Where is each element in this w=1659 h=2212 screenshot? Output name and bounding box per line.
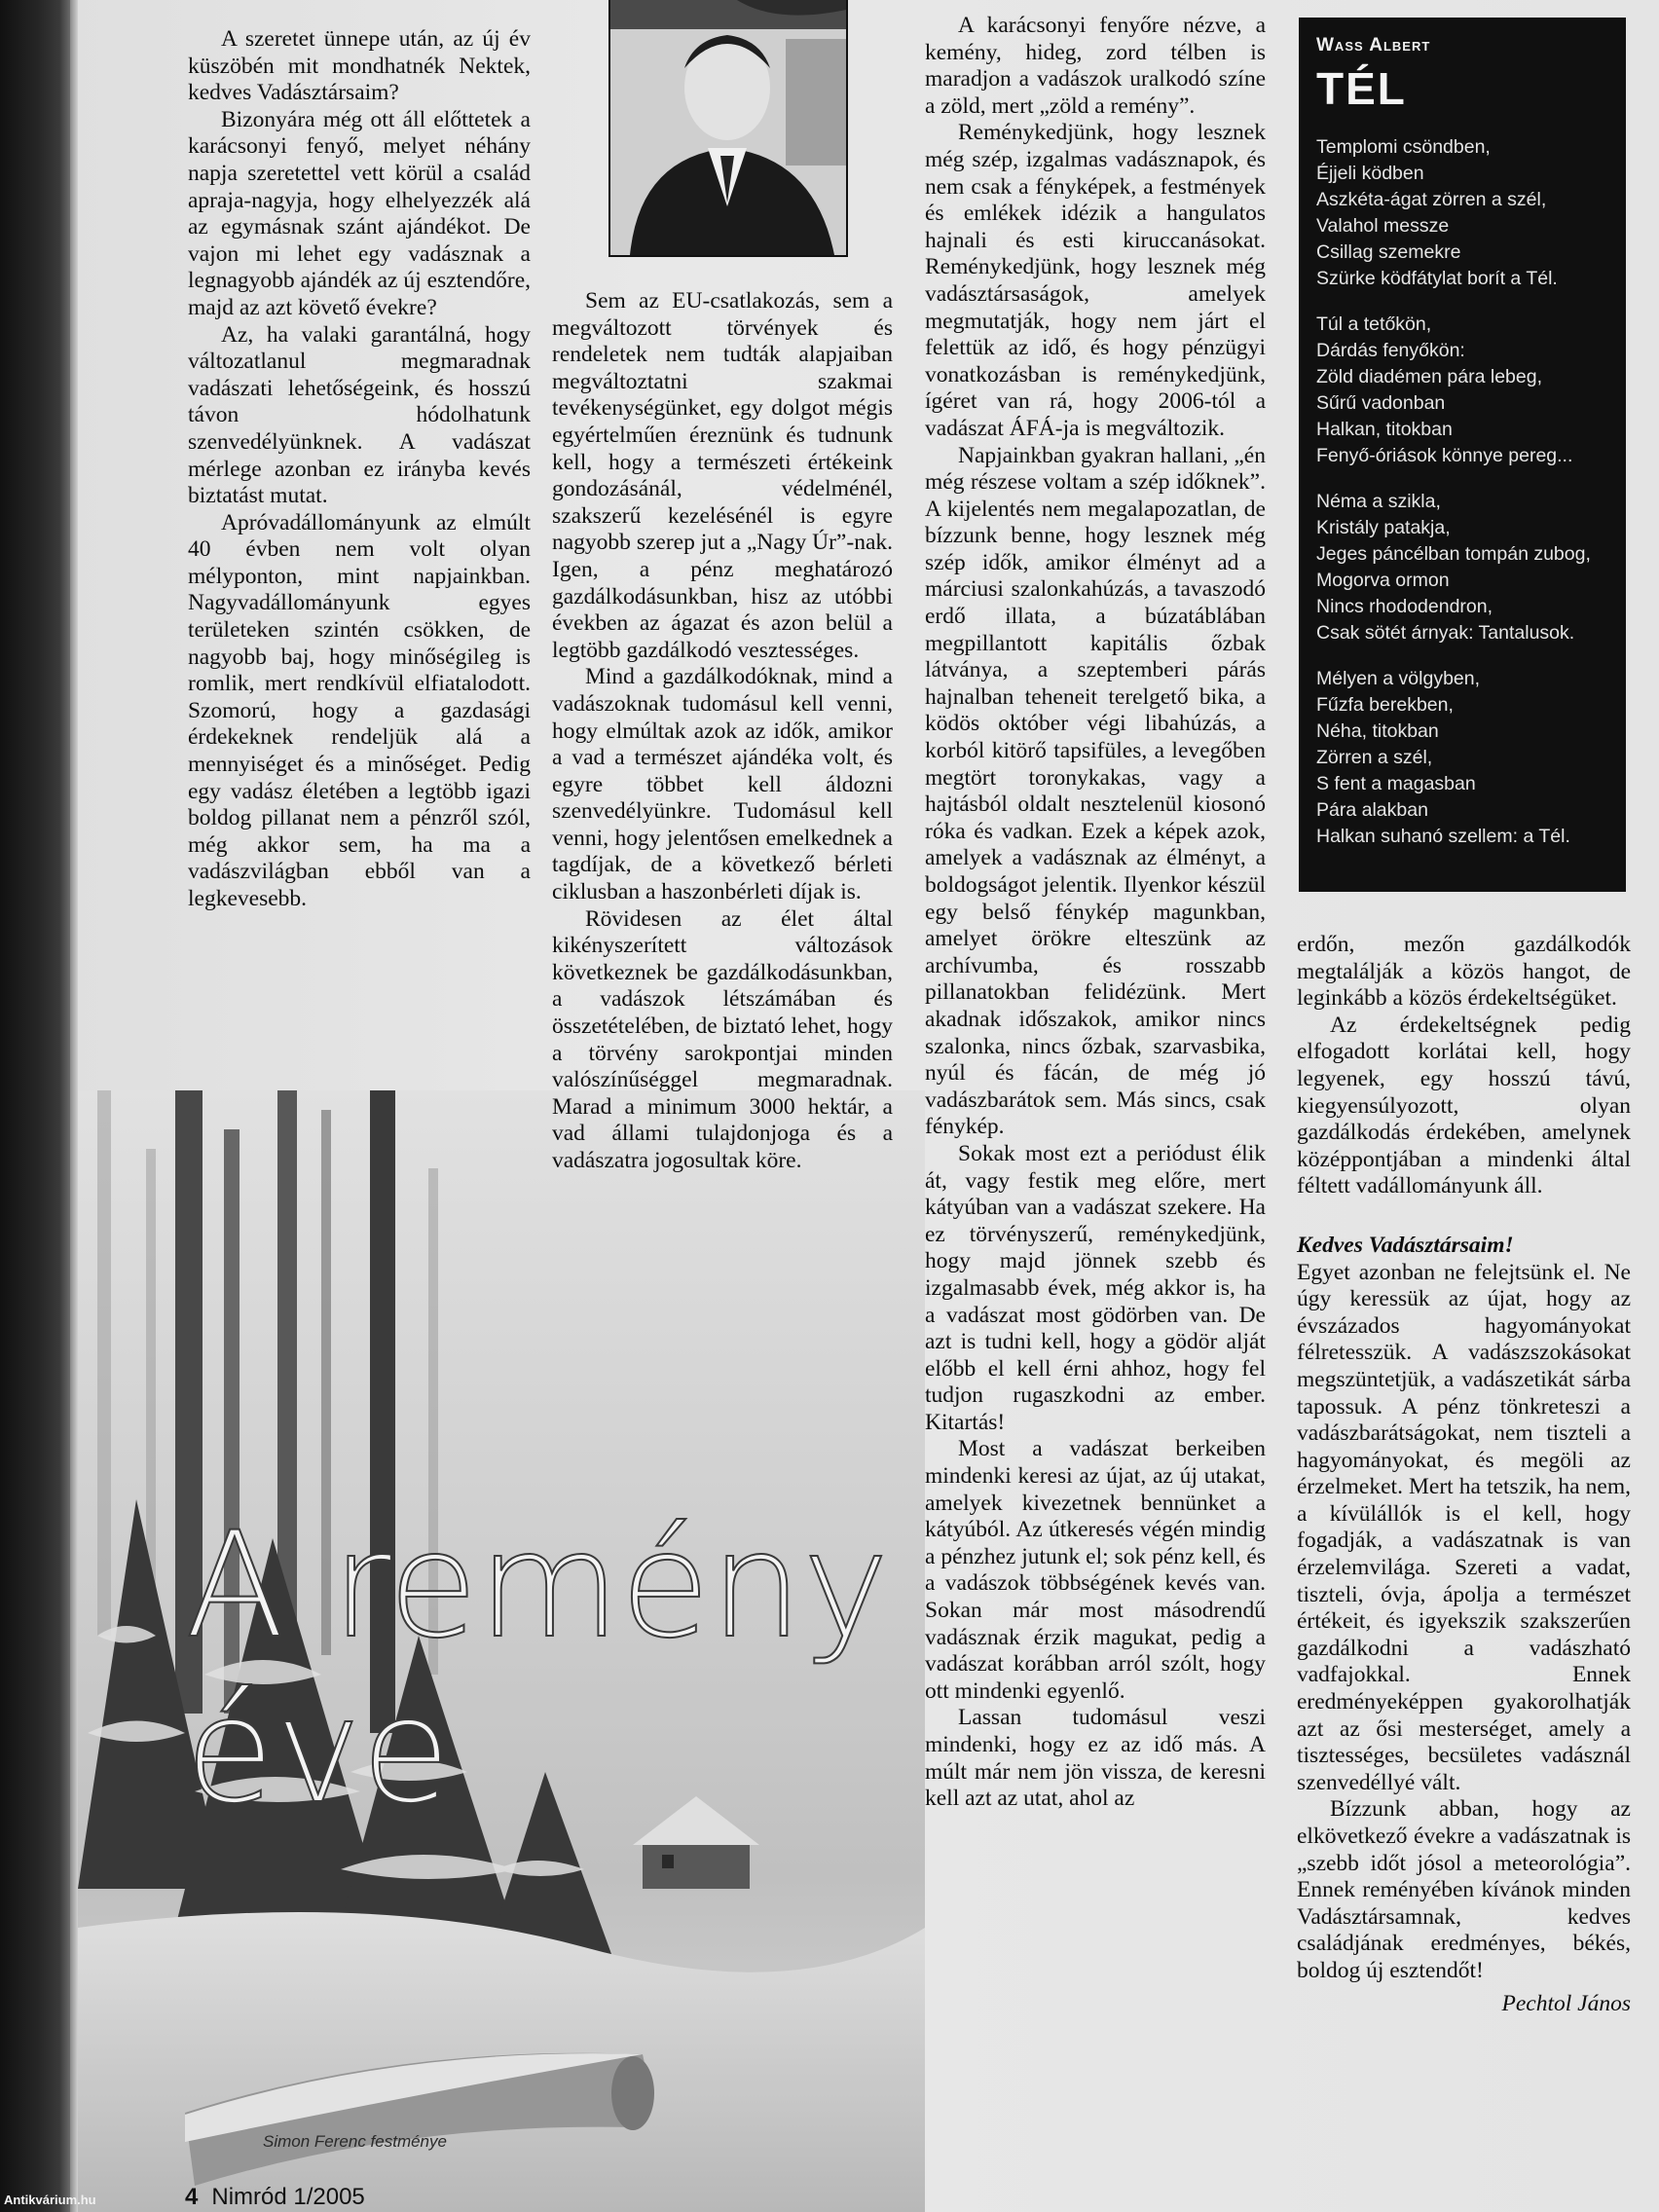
paragraph: Napjainkban gyakran hallani, „én még részese voltam a szép időknek”. A kijelentés nem megalapozatlan, de bízzunk benne, hogy lesznek még szép idők, amikor élményt ad a márciusi szalonkahúzás, a tavaszodó erdő illata, a búzatáblában megpillantott kapitális őzbak látványa, a szeptemberi párás hajnalban teheneit terelgető bika, a ködös október végi libahúzás, a korból kitörő tapsifüles, a levegőben megtört toronykakas, vagy a hajtásból oldalt nesztelenül kiosonó róka és vadkan. Ezek a képek azok, amelyek a vadásznak az élményt, a boldogságot jelentik. Ilyenkor készül egy belső fénykép magunkban, amelyet örökre elteszünk az archívumba, és rosszabb pillanatokban felidézünk. Mert akadnak időszakok, amikor nincs szalonka, nincs őzbak, szarvasbika, nyúl és fácán, de még jó vadászbarátok sem. Más sincs, csak fénykép. [925,442,1266,1140]
poem-title: TÉL [1316,63,1407,114]
poem-line: Néha, titokban [1316,720,1439,742]
paragraph: erdőn, mezőn gazdálkodók megtalálják a közös hangot, de leginkább a közös érdekeltségüket. [1297,932,1631,1012]
paragraph: A karácsonyi fenyőre nézve, a kemény, hideg, zord télben is maradjon a vadászok uralkodó színe a zöld, mert „zöld a remény”. [925,13,1266,119]
book-spine-shadow [0,0,70,2212]
article-column-1 [188,26,531,913]
poem-line: Csillag szemekre [1316,241,1461,263]
poem-line: Csak sötét árnyak: Tantalusok. [1316,622,1575,644]
portrait-image [610,0,846,255]
paragraph: Egyet azonban ne felejtsünk el. Ne úgy keressük az újat, hogy az évszázados hagyományokat félretesszük. A vadászszokásokat megszüntetjük, a vadászetikát sárba tapossuk. A pénz tönkreteszi a vadászbarátságokat, nem tiszteli a hagyományokat, és megöli az érzelmeket. Mert ha tetszik, ha nem, a kívülállók is el kell, hogy fogadják, a vadászatnak is van érzelemvilága. Szereti a vadat, tiszteli, óvja, ápolja a természet értékeit, és igyekszik szakszerűen gazdálkodni a vadászható vadfajokkal. Ennek eredményeképpen gyakorolhatják azt az ősi mesterséget, amely a tisztességes, becsületes vadásznál szenvedéllyé vált. [1297,1259,1631,1795]
poem-line: Jeges páncélban tompán zubog, [1316,543,1591,565]
article-column-3 [925,13,1266,1813]
article-headline [185,1499,905,1928]
page-footer [185,2184,365,2211]
poem-line: Szürke ködfátylat borít a Tél. [1316,268,1558,289]
salutation: Kedves Vadásztársaim! [1297,1232,1514,1258]
poem-line: Pára alakban [1316,799,1428,821]
poem-line: Dárdás fenyőkön: [1316,340,1465,361]
watermark: Antikvárium.hu [4,2193,96,2207]
poem-line: Éjjeli ködben [1316,163,1424,184]
poem-line: Zörren a szél, [1316,747,1433,768]
paragraph: Bízzunk abban, hogy az elkövetkező évekre a vadászatnak is „szebb időt jósol a meteorológia”. Ennek reményében kívánok minden Vadásztársamnak, kedves családjának eredményes, békés, boldog új esztendőt! [1297,1796,1631,1983]
poem-line: Mélyen a völgyben, [1316,668,1481,689]
poem-stanza [1316,312,1608,469]
poem-line: Túl a tetőkön, [1316,313,1432,335]
paragraph: Most a vadászat berkeiben mindenki keresi az újat, az új utakat, amelyek kivezetnek bennünket a kátyúból. Az útkeresés végén mindig a pénzhez jutunk el; sok pénz kell, és a vadászok többségének kevés van. Sokan már most másodrendű vadásznak érzik magukat, pedig a vadászat korábban arról szólt, hogy ott mindenki egyenlő. [925,1436,1266,1704]
headline-text [185,1499,905,1928]
headline-line2: éve [185,1667,452,1836]
poem-author: Wass Albert [1316,35,1431,55]
poem-line: Templomi csöndben, [1316,136,1491,158]
article-column-4 [1297,932,1631,2017]
poem-line: Fenyő-óriások könnye pereg... [1316,445,1573,466]
poem-line: Fűzfa berekben, [1316,694,1454,716]
paragraph: Sokak most ezt a periódust élik át, vagy festik meg előre, mert kátyúban van a vadászat szekere. Ha ez törvényszerű, reménykedjünk, hogy majd jönnek szebb és izgalmasabb évek, még akkor is, ha a vadászat most gödörben van. De azt is tudni kell, hogy a gödör alját előbb el kell érni ahhoz, hogy fel tudjon rugaszkodni az ember. Kitartás! [925,1140,1266,1435]
poem-line: Sűrű vadonban [1316,392,1446,414]
page-gutter [70,0,78,2212]
paragraph: Mind a gazdálkodóknak, mind a vadászoknak tudomásul kell venni, hogy elmúltak azok az idők, amikor a vad a természet ajándéka volt, és egyre többet kell áldozni szenvedélyünkre. Tudomásul kell venni, hogy jelentősen emelkednek a tagdíjak, de a következő bérleti ciklusban a haszonbérleti díjak is. [552,664,893,905]
paragraph: Az, ha valaki garantálná, hogy változatlanul megmaradnak vadászati lehetőségeink, és hosszú távon hódolhatunk szenvedélyünknek. A vadászat mérlege azonban ez irányba kevés biztatást mutat. [188,321,531,509]
poem-stanza [1316,666,1608,850]
magazine-issue: Nimród 1/2005 [211,2184,365,2210]
paragraph: Rövidesen az élet által kikényszerített változások következnek be gazdálkodásunkban, a vadászok létszámában és összetételében, de biztató lehet, hogy a törvény sarokpontjai minden valószínűséggel megmaradnak. Marad a minimum 3000 hektár, a vad állami tulajdonjoga és a vadászatra jogosultak köre. [552,905,893,1173]
paragraph: Az érdekeltségnek pedig elfogadott korlátai kell, hogy legyenek, egy hosszú távú, kiegyensúlyozott, olyan gazdálkodás érdekében, amelynek középpontjában a mindenki által féltett vadállományunk áll. [1297,1012,1631,1199]
poem-line: Aszkéta-ágat zörren a szél, [1316,189,1547,210]
poem-line: Halkan, titokban [1316,419,1453,440]
headline-line1: A remény [185,1501,890,1671]
paragraph: Apróvadállományunk az elmúlt 40 évben nem volt olyan mélyponton, mint napjainkban. Nagyvadállományunk egyes területeken szintén csökken, de nagyobb baj, hogy minőségileg is romlik, mert rendkívül elfiatalodott. Szomorú, hogy a gazdasági érdekeknek rendeljük alá a mennyiséget és a minőséget. Pedig egy vadász életében a legtöbb igazi boldog pillanat nem a pénzről szól, még akkor sem, ha ma a vadászvilágban ebből van a legkevesebb. [188,509,531,911]
poem-line: Nincs rhododendron, [1316,596,1493,617]
paragraph: Reménykedjünk, hogy lesznek még szép, izgalmas vadásznapok, és nem csak a fényképek, a festmények és emlékek idézik a hangulatos hajnali és esti kiruccanásokat. Reménykedjünk, hogy lesznek még vadásztársaságok, amelyek megmutatják, hogy nem járt el felettük az idő, és hogy pénzügyi vonatkozásban is reménykedjünk, ígéret van rá, hogy 2006-tól a vadászat ÁFÁ-ja is megváltozik. [925,120,1266,441]
paragraph: A szeretet ünnepe után, az új év küszöbén mit mondhatnék Nektek, kedves Vadásztársaim? [188,26,531,106]
page-number: 4 [185,2184,199,2210]
poem-sidebar [1299,18,1626,892]
poem-line: Kristály patakja, [1316,517,1451,538]
poem-line: Valahol messze [1316,215,1450,237]
poem-stanza [1316,489,1608,646]
painting-credit: Simon Ferenc festménye [263,2132,447,2151]
author-signature: Pechtol János [1501,1990,1631,2016]
poem-stanza [1316,134,1608,292]
author-portrait-photo [608,0,848,257]
paragraph: Sem az EU-csatlakozás, sem a megváltozott törvények és rendeletek nem tudták alapjaiban megváltoztatni szakmai tevékenységünket, egy dolgot mégis egyértelműen éreznünk és tudnunk kell, hogy a természeti értékeink gondozásánál, védelménél, szakszerű kezelésénél is egyre nagyobb szerep jut a „Nagy Úr”-nak. Igen, a pénz meghatározó gazdálkodásunkban, hisz az utóbbi években az ágazat és azon belül a legtöbb gazdálkodó vesztességes. [552,288,893,663]
poem-line: Zöld diadémen pára lebeg, [1316,366,1542,387]
poem-line: Halkan suhanó szellem: a Tél. [1316,826,1570,847]
poem-line: Néma a szikla, [1316,491,1441,512]
poem-line: Mogorva ormon [1316,570,1450,591]
paragraph: Lassan tudomásul veszi mindenki, hogy ez az idő más. A múlt már nem jön vissza, de keresni kell azt az utat, ahol az [925,1705,1266,1812]
poem-line: S fent a magasban [1316,773,1476,794]
paragraph: Bizonyára még ott áll előttetek a karácsonyi fenyő, melyet néhány napja szeretettel vett körül a család apraja-nagyja, hogy elhelyezzék alá az egymásnak szánt ajándékot. De vajon mi lehet egy vadásznak a legnagyobb ajándék az új esztendőre, majd az azt követő évekre? [188,106,531,320]
article-column-2 [552,288,893,1175]
